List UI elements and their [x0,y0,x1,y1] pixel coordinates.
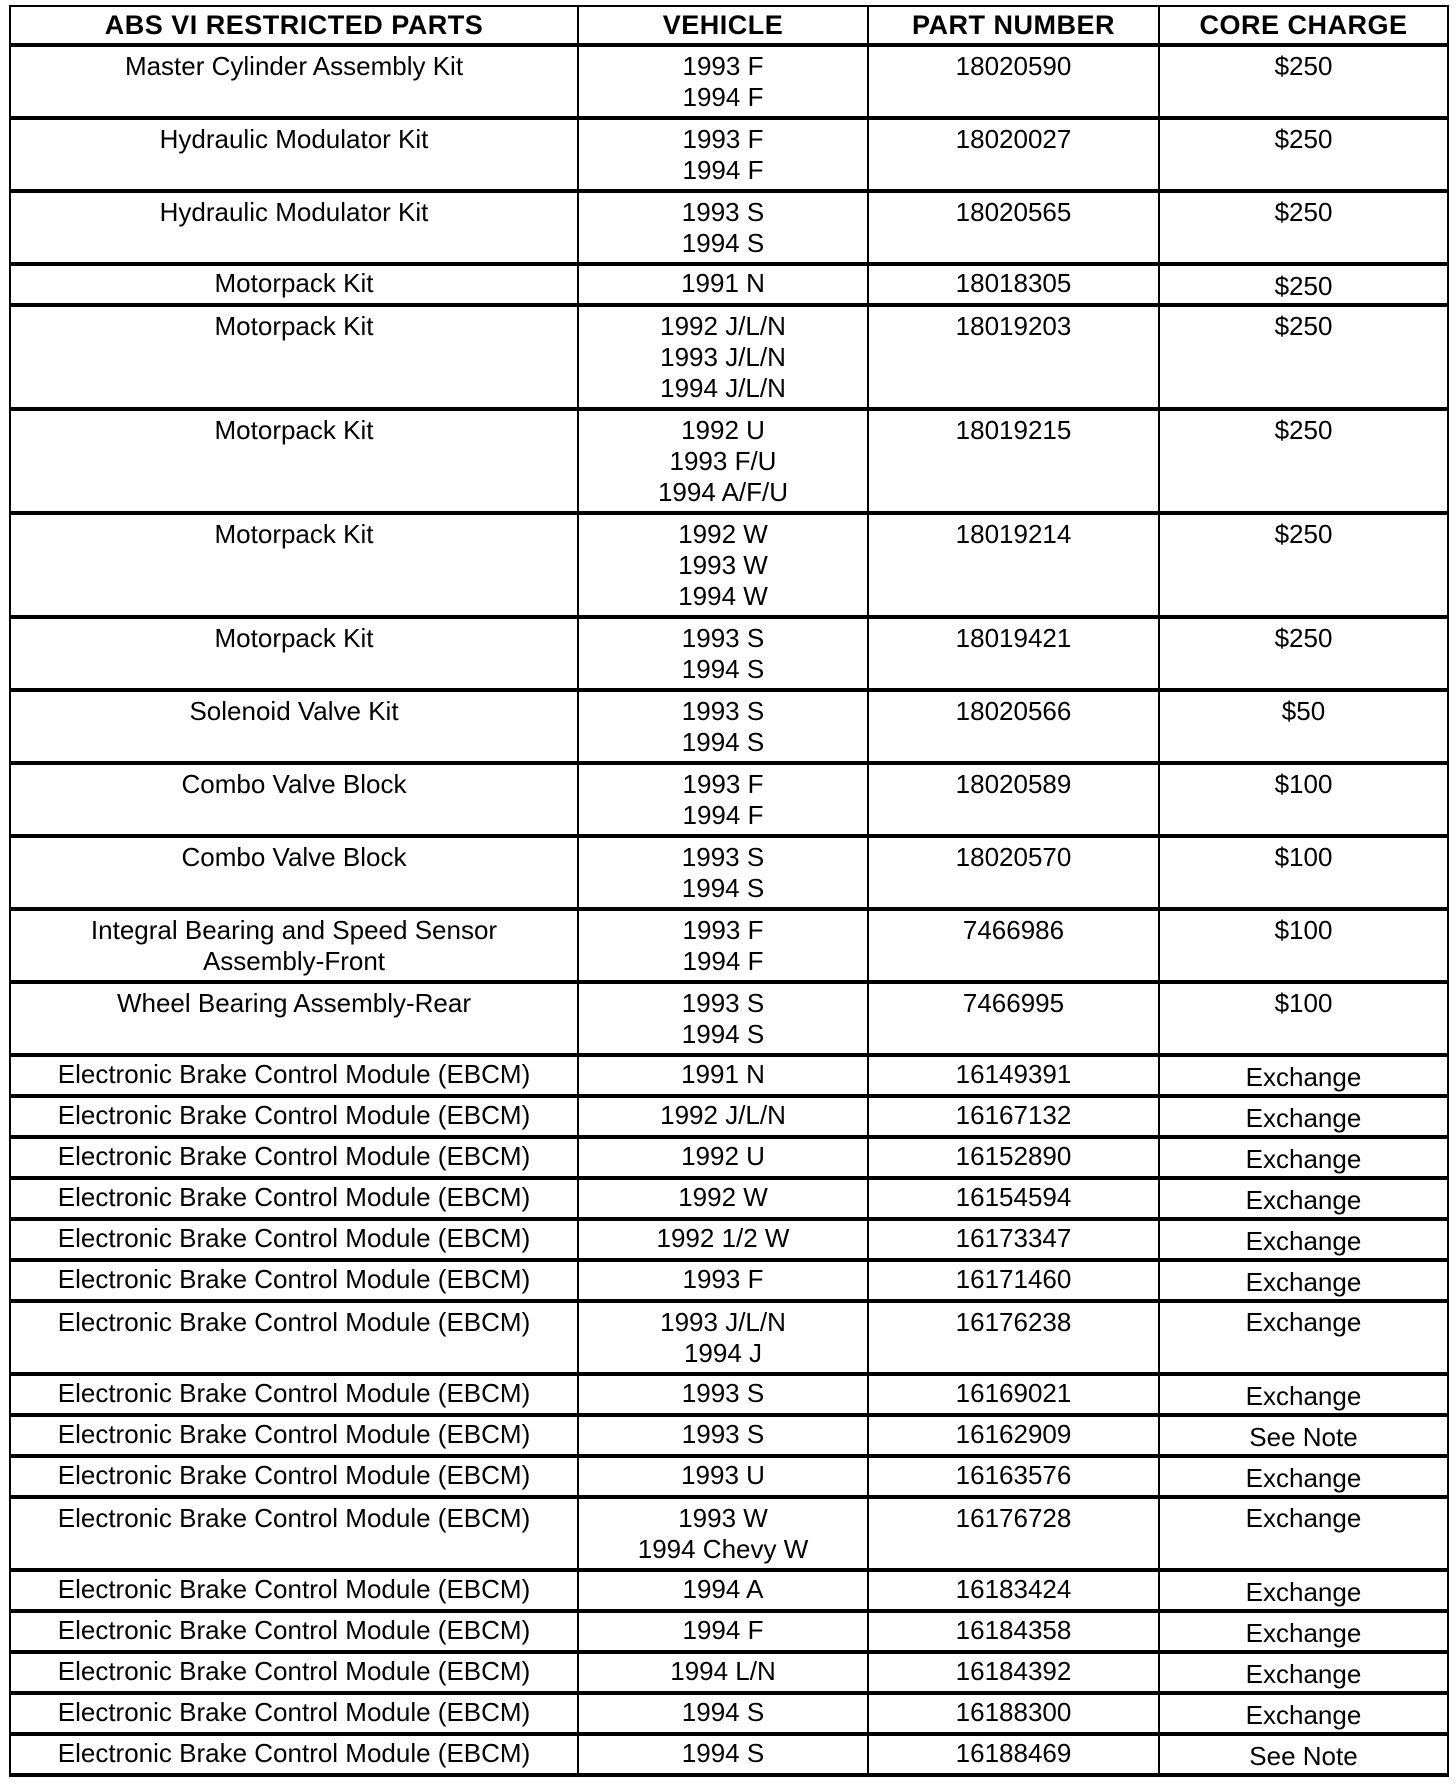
vehicle-cell [578,1260,868,1301]
vehicle-cell [578,1415,868,1456]
vehicle: 1994 S [681,228,765,258]
table-row [10,690,1448,763]
vehicle: 1993 S [681,842,765,872]
core-charge: $100 [1274,988,1333,1018]
core-charge-cell [1159,305,1448,409]
vehicle: 1992 U [681,1141,765,1171]
vehicle: 1992 W [678,519,768,549]
table-row [10,1178,1448,1219]
part-name-cell [10,909,578,982]
vehicle-cell [578,1497,868,1570]
header-core-charge: CORE CHARGE [1159,6,1448,45]
part-name: Electronic Brake Control Module (EBCM) [57,1697,531,1727]
part-number: 16169021 [955,1378,1072,1408]
table-row [10,191,1448,264]
part-name-cell [10,1611,578,1652]
vehicle: 1993 F [682,769,764,799]
core-charge-cell [1159,1096,1448,1137]
part-name: Electronic Brake Control Module (EBCM) [57,1378,531,1408]
vehicle-cell [578,1055,868,1096]
part-name: Electronic Brake Control Module (EBCM) [57,1264,531,1294]
table-row [10,409,1448,513]
table-row [10,1260,1448,1301]
vehicle-cell [578,1301,868,1374]
vehicle: 1994 S [681,727,765,757]
vehicle: 1994 A/F/U [657,477,789,507]
vehicle: 1993 W [678,1503,768,1533]
part-name-cell [10,1415,578,1456]
table-row [10,45,1448,118]
vehicle-cell [578,1652,868,1693]
part-name-cell [10,191,578,264]
part-name-cell [10,1260,578,1301]
part-number-cell [868,118,1159,191]
part-name: Electronic Brake Control Module (EBCM) [57,1223,531,1253]
core-charge-cell [1159,1652,1448,1693]
part-name-cell [10,1178,578,1219]
vehicle-cell [578,1374,868,1415]
part-number-cell [868,1734,1159,1775]
table-row [10,617,1448,690]
vehicle: 1993 S [681,197,765,227]
part-number-cell [868,1415,1159,1456]
core-charge-cell [1159,513,1448,617]
core-charge-cell [1159,45,1448,118]
part-name-cell [10,1497,578,1570]
core-charge-cell [1159,836,1448,909]
part-name: Integral Bearing and Speed Sensor [90,915,498,945]
vehicle-cell [578,118,868,191]
core-charge-cell [1159,191,1448,264]
vehicle-cell [578,1734,868,1775]
part-number-cell [868,617,1159,690]
part-name: Motorpack Kit [214,311,374,341]
core-charge: Exchange [1245,1577,1362,1607]
vehicle: 1994 A [682,1574,764,1604]
part-number: 18020589 [955,769,1072,799]
part-name: Hydraulic Modulator Kit [159,124,429,154]
part-number: 16184392 [955,1656,1072,1686]
core-charge-cell [1159,1137,1448,1178]
part-name: Electronic Brake Control Module (EBCM) [57,1656,531,1686]
vehicle-cell [578,191,868,264]
core-charge: $250 [1274,311,1333,341]
part-number: 18019215 [955,415,1072,445]
part-number-cell [868,305,1159,409]
vehicle-cell [578,1096,868,1137]
vehicle: 1993 J/L/N [660,1307,786,1337]
part-number: 18020570 [955,842,1072,872]
vehicle: 1993 S [681,1378,765,1408]
part-number: 16176728 [955,1503,1072,1533]
core-charge: See Note [1249,1741,1358,1771]
vehicle-cell [578,1693,868,1734]
part-name: Motorpack Kit [214,268,374,298]
core-charge: Exchange [1245,1103,1362,1133]
table-row [10,305,1448,409]
header-vehicle: VEHICLE [578,6,868,45]
part-number: 18019203 [955,311,1072,341]
part-number-cell [868,513,1159,617]
core-charge-cell [1159,409,1448,513]
part-number: 16154594 [955,1182,1072,1212]
table-row [10,1611,1448,1652]
part-name-cell [10,1137,578,1178]
part-number: 16152890 [955,1141,1072,1171]
table-row [10,836,1448,909]
vehicle-cell [578,763,868,836]
part-name: Combo Valve Block [181,842,407,872]
vehicle: 1994 J [683,1338,763,1368]
core-charge: Exchange [1245,1307,1362,1337]
part-number-cell [868,1652,1159,1693]
vehicle: 1994 L/N [670,1656,776,1686]
part-name-cell [10,1734,578,1775]
vehicle-cell [578,409,868,513]
part-name: Electronic Brake Control Module (EBCM) [57,1503,531,1533]
part-number: 16176238 [955,1307,1072,1337]
part-number: 16171460 [955,1264,1072,1294]
part-number-cell [868,1301,1159,1374]
part-name-cell [10,1055,578,1096]
core-charge-cell [1159,1260,1448,1301]
core-charge-cell [1159,1497,1448,1570]
vehicle: 1993 W [678,550,768,580]
header-restricted-parts: ABS VI RESTRICTED PARTS [10,6,578,45]
part-name-cell [10,763,578,836]
vehicle-cell [578,513,868,617]
part-number-cell [868,1693,1159,1734]
part-number-cell [868,1611,1159,1652]
core-charge: Exchange [1245,1618,1362,1648]
part-name-cell [10,305,578,409]
header-part-number: PART NUMBER [868,6,1159,45]
vehicle: 1992 1/2 W [656,1223,790,1253]
core-charge: Exchange [1245,1659,1362,1689]
table-row [10,1570,1448,1611]
vehicle: 1992 W [678,1182,768,1212]
part-name-cell [10,690,578,763]
vehicle: 1993 F [682,124,764,154]
vehicle: 1993 F [682,1264,764,1294]
part-number: 18020565 [955,197,1072,227]
part-number: 16173347 [955,1223,1072,1253]
core-charge: See Note [1249,1422,1358,1452]
part-number-cell [868,690,1159,763]
table-row [10,1055,1448,1096]
vehicle-cell [578,617,868,690]
core-charge: Exchange [1245,1503,1362,1533]
core-charge-cell [1159,909,1448,982]
vehicle: 1994 S [681,1697,765,1727]
core-charge: $250 [1274,124,1333,154]
vehicle-cell [578,1456,868,1497]
vehicle-cell [578,45,868,118]
table-row [10,1693,1448,1734]
part-number-cell [868,264,1159,305]
vehicle: 1994 J/L/N [660,373,786,403]
part-name-cell [10,1570,578,1611]
core-charge: Exchange [1245,1226,1362,1256]
table-row [10,1219,1448,1260]
part-number-cell [868,1219,1159,1260]
vehicle: 1994 F [682,155,764,185]
part-number: 7466986 [962,915,1065,945]
vehicle: 1993 F [682,51,764,81]
core-charge-cell [1159,118,1448,191]
part-name: Hydraulic Modulator Kit [159,197,429,227]
core-charge-cell [1159,1055,1448,1096]
vehicle: 1991 N [681,1059,765,1089]
part-number-cell [868,1096,1159,1137]
table-row [10,1497,1448,1570]
part-number: 18019214 [955,519,1072,549]
part-name: Electronic Brake Control Module (EBCM) [57,1574,531,1604]
part-name: Solenoid Valve Kit [189,696,399,726]
core-charge: $250 [1274,51,1333,81]
part-name-cell [10,836,578,909]
table-row [10,1301,1448,1374]
table-row [10,1652,1448,1693]
part-name-cell [10,982,578,1055]
table-row [10,909,1448,982]
part-name: Wheel Bearing Assembly-Rear [116,988,472,1018]
core-charge-cell [1159,264,1448,305]
vehicle-cell [578,264,868,305]
part-number: 16149391 [955,1059,1072,1089]
vehicle-cell [578,909,868,982]
part-name-cell [10,1456,578,1497]
table-header-row [10,6,1448,45]
part-name: Master Cylinder Assembly Kit [124,51,464,81]
vehicle: 1993 F [682,915,764,945]
core-charge: Exchange [1245,1463,1362,1493]
part-number-cell [868,1178,1159,1219]
part-number-cell [868,836,1159,909]
part-name: Electronic Brake Control Module (EBCM) [57,1738,531,1768]
core-charge: Exchange [1245,1267,1362,1297]
table-row [10,1374,1448,1415]
part-number-cell [868,1137,1159,1178]
vehicle: 1992 J/L/N [660,311,786,341]
core-charge-cell [1159,617,1448,690]
table-row [10,763,1448,836]
core-charge: $50 [1281,696,1326,726]
core-charge-cell [1159,1374,1448,1415]
part-name-cell [10,617,578,690]
vehicle: 1994 S [681,1738,765,1768]
table-row [10,982,1448,1055]
part-name: Motorpack Kit [214,415,374,445]
core-charge: Exchange [1245,1062,1362,1092]
part-name-cell [10,409,578,513]
core-charge: $250 [1274,271,1333,301]
part-number: 18020566 [955,696,1072,726]
part-number: 18020590 [955,51,1072,81]
part-name: Electronic Brake Control Module (EBCM) [57,1100,531,1130]
vehicle-cell [578,982,868,1055]
part-number-cell [868,982,1159,1055]
vehicle-cell [578,1137,868,1178]
vehicle: 1994 F [682,1615,764,1645]
restricted-parts-table [9,5,1449,1777]
part-number: 16184358 [955,1615,1072,1645]
part-name: Assembly-Front [202,946,386,976]
vehicle: 1993 S [681,988,765,1018]
part-number: 18019421 [955,623,1072,653]
vehicle: 1994 F [682,800,764,830]
vehicle-cell [578,1570,868,1611]
part-number-cell [868,1497,1159,1570]
part-number: 16167132 [955,1100,1072,1130]
vehicle: 1994 S [681,654,765,684]
vehicle: 1994 Chevy W [637,1534,809,1564]
part-name-cell [10,1301,578,1374]
part-name: Electronic Brake Control Module (EBCM) [57,1615,531,1645]
table-body [10,45,1448,1775]
part-number-cell [868,1374,1159,1415]
part-name: Electronic Brake Control Module (EBCM) [57,1419,531,1449]
part-number: 7466995 [962,988,1065,1018]
part-name-cell [10,118,578,191]
vehicle: 1991 N [681,268,765,298]
core-charge-cell [1159,763,1448,836]
core-charge-cell [1159,1693,1448,1734]
core-charge-cell [1159,1734,1448,1775]
vehicle: 1993 U [681,1460,765,1490]
table-row [10,264,1448,305]
part-number-cell [868,1055,1159,1096]
vehicle-cell [578,1219,868,1260]
vehicle: 1993 S [681,1419,765,1449]
table-row [10,1096,1448,1137]
part-name-cell [10,45,578,118]
core-charge-cell [1159,1219,1448,1260]
vehicle-cell [578,305,868,409]
core-charge: Exchange [1245,1144,1362,1174]
core-charge: $250 [1274,623,1333,653]
part-number-cell [868,763,1159,836]
core-charge: $250 [1274,519,1333,549]
vehicle: 1992 U [681,415,765,445]
part-number-cell [868,1260,1159,1301]
part-name-cell [10,513,578,617]
part-number: 16163576 [955,1460,1072,1490]
part-name: Electronic Brake Control Module (EBCM) [57,1460,531,1490]
core-charge: Exchange [1245,1185,1362,1215]
part-number-cell [868,45,1159,118]
vehicle: 1992 J/L/N [660,1100,786,1130]
core-charge: $100 [1274,915,1333,945]
table-row [10,1137,1448,1178]
core-charge: $250 [1274,197,1333,227]
vehicle: 1994 S [681,1019,765,1049]
part-number: 16188300 [955,1697,1072,1727]
vehicle-cell [578,690,868,763]
part-name-cell [10,1096,578,1137]
part-number: 16188469 [955,1738,1072,1768]
part-number-cell [868,909,1159,982]
core-charge-cell [1159,1415,1448,1456]
table-row [10,513,1448,617]
part-name-cell [10,264,578,305]
table-row [10,1734,1448,1775]
vehicle: 1993 J/L/N [660,342,786,372]
core-charge: Exchange [1245,1381,1362,1411]
vehicle-cell [578,1611,868,1652]
part-name-cell [10,1652,578,1693]
part-number-cell [868,1570,1159,1611]
core-charge-cell [1159,1570,1448,1611]
vehicle: 1994 S [681,873,765,903]
vehicle: 1994 W [678,581,768,611]
core-charge: Exchange [1245,1700,1362,1730]
core-charge: $250 [1274,415,1333,445]
part-name: Combo Valve Block [181,769,407,799]
part-number: 16162909 [955,1419,1072,1449]
vehicle: 1994 F [682,946,764,976]
vehicle: 1993 F/U [669,446,777,476]
vehicle: 1994 F [682,82,764,112]
core-charge-cell [1159,690,1448,763]
part-name: Electronic Brake Control Module (EBCM) [57,1182,531,1212]
vehicle: 1993 S [681,623,765,653]
part-name-cell [10,1219,578,1260]
core-charge-cell [1159,1301,1448,1374]
part-number-cell [868,1456,1159,1497]
part-name: Motorpack Kit [214,519,374,549]
core-charge-cell [1159,1178,1448,1219]
part-name: Motorpack Kit [214,623,374,653]
part-number-cell [868,409,1159,513]
part-name-cell [10,1693,578,1734]
part-number-cell [868,191,1159,264]
core-charge: $100 [1274,769,1333,799]
core-charge-cell [1159,1611,1448,1652]
vehicle-cell [578,1178,868,1219]
part-name-cell [10,1374,578,1415]
part-name: Electronic Brake Control Module (EBCM) [57,1059,531,1089]
vehicle: 1993 S [681,696,765,726]
core-charge-cell [1159,982,1448,1055]
core-charge: $100 [1274,842,1333,872]
part-number: 18018305 [955,268,1072,298]
part-name: Electronic Brake Control Module (EBCM) [57,1307,531,1337]
table-row [10,1456,1448,1497]
core-charge-cell [1159,1456,1448,1497]
table-row [10,118,1448,191]
vehicle-cell [578,836,868,909]
part-number: 16183424 [955,1574,1072,1604]
part-name: Electronic Brake Control Module (EBCM) [57,1141,531,1171]
part-number: 18020027 [955,124,1072,154]
table-row [10,1415,1448,1456]
